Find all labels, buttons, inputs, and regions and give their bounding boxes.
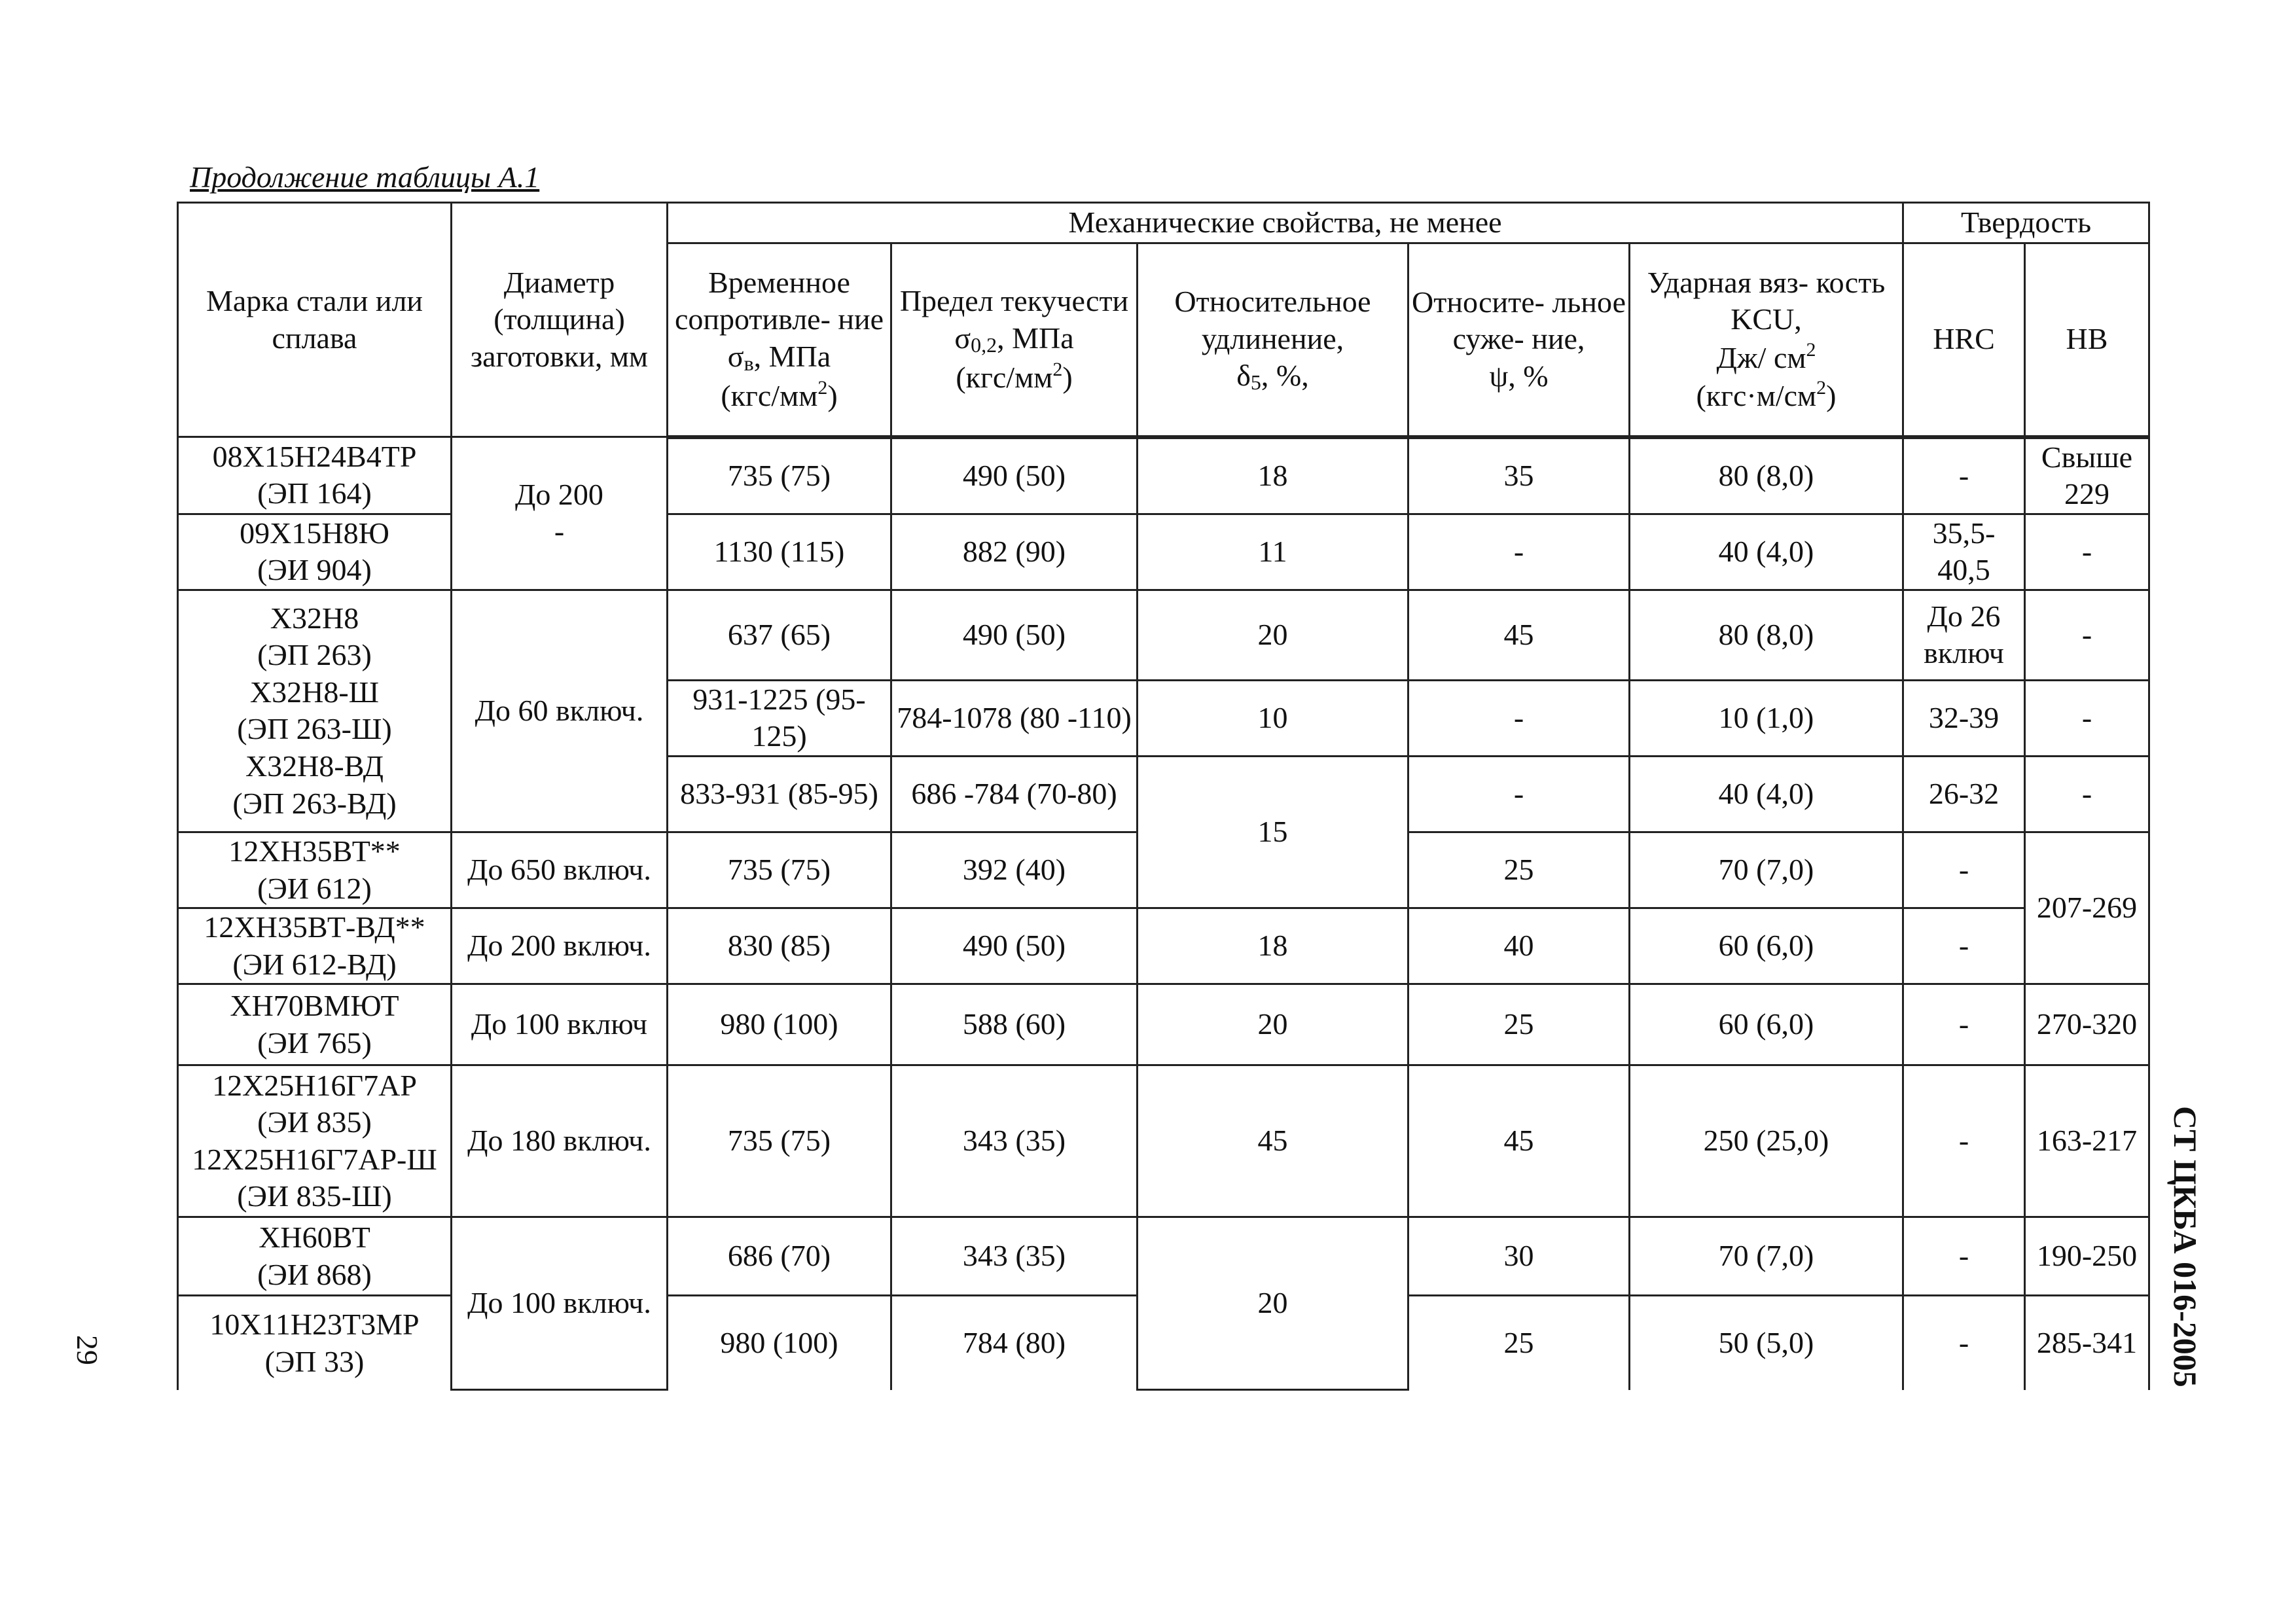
hb-cell: 190-250 xyxy=(2025,1217,2149,1296)
grade-name: 12Х25Н16Г7АР-Ш xyxy=(192,1142,437,1176)
header-tensile-strength xyxy=(668,243,891,437)
diameter-dash: - xyxy=(554,514,565,548)
table-caption: Продолжение таблицы А.1 xyxy=(190,160,540,194)
diameter-cell: До 200 включ. xyxy=(452,908,668,984)
impact-cell: 70 (7,0) xyxy=(1630,832,1903,908)
reduction-cell: 45 xyxy=(1408,1065,1630,1217)
diameter-cell: До 180 включ. xyxy=(452,1065,668,1217)
reduction-cell: 35 xyxy=(1408,437,1630,514)
header-hrc: HRC xyxy=(1903,243,2025,437)
grade-cell xyxy=(178,1296,452,1390)
yield-cell: 392 (40) xyxy=(891,832,1138,908)
header-diameter: Диаметр (толщина) заготовки, мм xyxy=(452,203,668,437)
grade-code: (ЭП 263) xyxy=(257,638,372,672)
header-elong-text: Относительное удлинение, xyxy=(1174,284,1371,355)
reduction-cell: - xyxy=(1408,514,1630,590)
header-impact-unit: Дж/ см xyxy=(1716,340,1806,374)
impact-cell: 80 (8,0) xyxy=(1630,437,1903,514)
grade-code: (ЭИ 612) xyxy=(257,871,372,905)
yield-cell: 784-1078 (80 -110) xyxy=(891,680,1138,756)
grade-name: 09Х15Н8Ю xyxy=(240,516,389,550)
hb-cell: - xyxy=(2025,514,2149,590)
elongation-cell: 18 xyxy=(1138,437,1408,514)
yield-cell: 490 (50) xyxy=(891,908,1138,984)
impact-cell: 10 (1,0) xyxy=(1630,680,1903,756)
header-narrow-text: Относите- льное суже- ние, xyxy=(1412,285,1626,356)
elongation-cell: 20 xyxy=(1138,984,1408,1065)
grade-cell xyxy=(178,832,452,908)
grade-cell xyxy=(178,514,452,590)
header-yield-text: Предел текучести xyxy=(899,283,1129,317)
header-yield-sup: 2 xyxy=(1052,358,1063,380)
header-mechanical-group: Механические свойства, не менее xyxy=(668,203,1903,243)
hb-cell: 163-217 xyxy=(2025,1065,2149,1217)
grade-code: (ЭИ 765) xyxy=(257,1026,372,1060)
grade-name: Х32Н8-ВД xyxy=(245,749,384,783)
impact-cell: 250 (25,0) xyxy=(1630,1065,1903,1217)
header-elong-subscript: 5 xyxy=(1250,370,1261,395)
header-elong-unit: , %, xyxy=(1261,359,1309,393)
reduction-cell: 25 xyxy=(1408,984,1630,1065)
grade-code: (ЭИ 868) xyxy=(257,1257,372,1291)
yield-cell: 784 (80) xyxy=(891,1296,1138,1390)
grade-name: ХН60ВТ xyxy=(259,1221,370,1255)
grade-code: (ЭИ 835) xyxy=(257,1105,372,1139)
elongation-cell: 18 xyxy=(1138,908,1408,984)
header-yield-unit: , МПа xyxy=(997,321,1074,355)
header-tensile-unit: , МПа xyxy=(753,339,831,373)
header-reduction-of-area xyxy=(1408,243,1630,437)
grade-name: 12Х25Н16Г7АР xyxy=(212,1068,417,1102)
header-elongation xyxy=(1138,243,1408,437)
grade-cell xyxy=(178,1217,452,1296)
header-yield-close: ) xyxy=(1062,360,1073,394)
header-tensile-subscript: в xyxy=(744,351,754,375)
header-yield-symbol: σ xyxy=(954,321,971,355)
reduction-cell: - xyxy=(1408,756,1630,832)
elongation-cell: 45 xyxy=(1138,1065,1408,1217)
grade-code: (ЭП 33) xyxy=(264,1344,365,1378)
mechanical-properties-table xyxy=(177,202,2150,1391)
hb-cell: Свыше 229 xyxy=(2025,437,2149,514)
header-narrow-symbol: ψ, % xyxy=(1489,359,1549,393)
impact-cell: 60 (6,0) xyxy=(1630,984,1903,1065)
tensile-cell: 735 (75) xyxy=(668,1065,891,1217)
tensile-cell: 735 (75) xyxy=(668,832,891,908)
diameter-value: До 200 xyxy=(515,477,603,511)
reduction-cell: 40 xyxy=(1408,908,1630,984)
header-hb: НВ xyxy=(2025,243,2149,437)
impact-cell: 70 (7,0) xyxy=(1630,1217,1903,1296)
grade-name: ХН70ВМЮТ xyxy=(230,989,399,1023)
hrc-cell: 26-32 xyxy=(1903,756,2025,832)
header-grade: Марка стали или сплава xyxy=(178,203,452,437)
grade-name: Х32Н8-Ш xyxy=(249,675,380,709)
tensile-cell: 833-931 (85-95) xyxy=(668,756,891,832)
page-number: 29 xyxy=(71,1335,104,1365)
tensile-cell: 931-1225 (95-125) xyxy=(668,680,891,756)
hb-cell: 207-269 xyxy=(2025,832,2149,984)
grade-cell xyxy=(178,908,452,984)
grade-code: (ЭИ 835-Ш) xyxy=(237,1179,392,1213)
grade-cell xyxy=(178,437,452,514)
header-yield-strength xyxy=(891,243,1138,437)
grade-name: 12ХН35ВТ** xyxy=(228,834,401,868)
diameter-cell xyxy=(452,437,668,590)
tensile-cell: 637 (65) xyxy=(668,590,891,680)
grade-cell xyxy=(178,984,452,1065)
header-impact-sup2: 2 xyxy=(1816,377,1827,399)
grade-name: Х32Н8 xyxy=(270,601,359,635)
grade-name: 12ХН35ВТ-ВД** xyxy=(204,910,425,944)
impact-cell: 50 (5,0) xyxy=(1630,1296,1903,1390)
reduction-cell: 25 xyxy=(1408,832,1630,908)
yield-cell: 490 (50) xyxy=(891,437,1138,514)
reduction-cell: 25 xyxy=(1408,1296,1630,1390)
hb-cell: - xyxy=(2025,680,2149,756)
hb-cell: 270-320 xyxy=(2025,984,2149,1065)
elongation-cell: 10 xyxy=(1138,680,1408,756)
grade-name: 10Х11Н23Т3МР xyxy=(209,1307,420,1341)
header-tensile-symbol: σ xyxy=(727,339,744,373)
grade-code: (ЭП 164) xyxy=(257,476,372,510)
grade-code: (ЭИ 904) xyxy=(257,553,372,587)
yield-cell: 588 (60) xyxy=(891,984,1138,1065)
hrc-cell: 35,5- 40,5 xyxy=(1903,514,2025,590)
header-tensile-close: ) xyxy=(827,379,838,413)
diameter-cell: До 650 включ. xyxy=(452,832,668,908)
header-impact-strength xyxy=(1630,243,1903,437)
tensile-cell: 830 (85) xyxy=(668,908,891,984)
elongation-cell: 15 xyxy=(1138,756,1408,908)
yield-cell: 686 -784 (70-80) xyxy=(891,756,1138,832)
elongation-cell: 20 xyxy=(1138,590,1408,680)
yield-cell: 343 (35) xyxy=(891,1065,1138,1217)
header-tensile-kgs: (кгс/мм xyxy=(721,379,818,413)
hb-cell: 285-341 xyxy=(2025,1296,2149,1390)
elongation-cell: 20 xyxy=(1138,1217,1408,1390)
tensile-cell: 1130 (115) xyxy=(668,514,891,590)
hrc-cell: До 26 включ xyxy=(1903,590,2025,680)
header-impact-text: Ударная вяз- кость KCU, xyxy=(1647,265,1886,336)
tensile-cell: 980 (100) xyxy=(668,1296,891,1390)
yield-cell: 882 (90) xyxy=(891,514,1138,590)
yield-cell: 343 (35) xyxy=(891,1217,1138,1296)
grade-cell xyxy=(178,590,452,832)
reduction-cell: 45 xyxy=(1408,590,1630,680)
header-tensile-text: Временное сопротивле- ние xyxy=(674,265,884,336)
impact-cell: 40 (4,0) xyxy=(1630,756,1903,832)
grade-name: 08Х15Н24В4ТР xyxy=(212,439,417,473)
grade-code: (ЭИ 612-ВД) xyxy=(232,947,397,981)
hrc-cell: - xyxy=(1903,908,2025,984)
header-tensile-sup: 2 xyxy=(817,377,828,399)
yield-cell: 490 (50) xyxy=(891,590,1138,680)
hrc-cell: - xyxy=(1903,437,2025,514)
header-impact-sup: 2 xyxy=(1806,338,1816,361)
impact-cell: 60 (6,0) xyxy=(1630,908,1903,984)
header-impact-kgs: (кгс·м/см xyxy=(1696,379,1817,413)
header-yield-kgs: (кгс/мм xyxy=(956,360,1053,394)
diameter-cell: До 60 включ. xyxy=(452,590,668,832)
hrc-cell: 32-39 xyxy=(1903,680,2025,756)
grade-code: (ЭП 263-ВД) xyxy=(232,786,397,820)
tensile-cell: 735 (75) xyxy=(668,437,891,514)
header-elong-symbol: δ xyxy=(1236,359,1251,393)
hb-cell: - xyxy=(2025,590,2149,680)
hb-cell: - xyxy=(2025,756,2149,832)
tensile-cell: 686 (70) xyxy=(668,1217,891,1296)
impact-cell: 40 (4,0) xyxy=(1630,514,1903,590)
hrc-cell: - xyxy=(1903,984,2025,1065)
hrc-cell: - xyxy=(1903,1065,2025,1217)
grade-code: (ЭП 263-Ш) xyxy=(237,712,392,746)
diameter-cell: До 100 включ xyxy=(452,984,668,1065)
header-impact-close: ) xyxy=(1826,379,1837,413)
grade-cell xyxy=(178,1065,452,1217)
impact-cell: 80 (8,0) xyxy=(1630,590,1903,680)
hrc-cell: - xyxy=(1903,832,2025,908)
elongation-cell: 11 xyxy=(1138,514,1408,590)
tensile-cell: 980 (100) xyxy=(668,984,891,1065)
document-code: СТ ЦКБА 016-2005 xyxy=(2167,1106,2204,1387)
reduction-cell: - xyxy=(1408,680,1630,756)
hrc-cell: - xyxy=(1903,1296,2025,1390)
diameter-cell: До 100 включ. xyxy=(452,1217,668,1390)
hrc-cell: - xyxy=(1903,1217,2025,1296)
header-yield-subscript: 0,2 xyxy=(971,332,997,357)
reduction-cell: 30 xyxy=(1408,1217,1630,1296)
header-hardness-group: Твердость xyxy=(1903,203,2149,243)
